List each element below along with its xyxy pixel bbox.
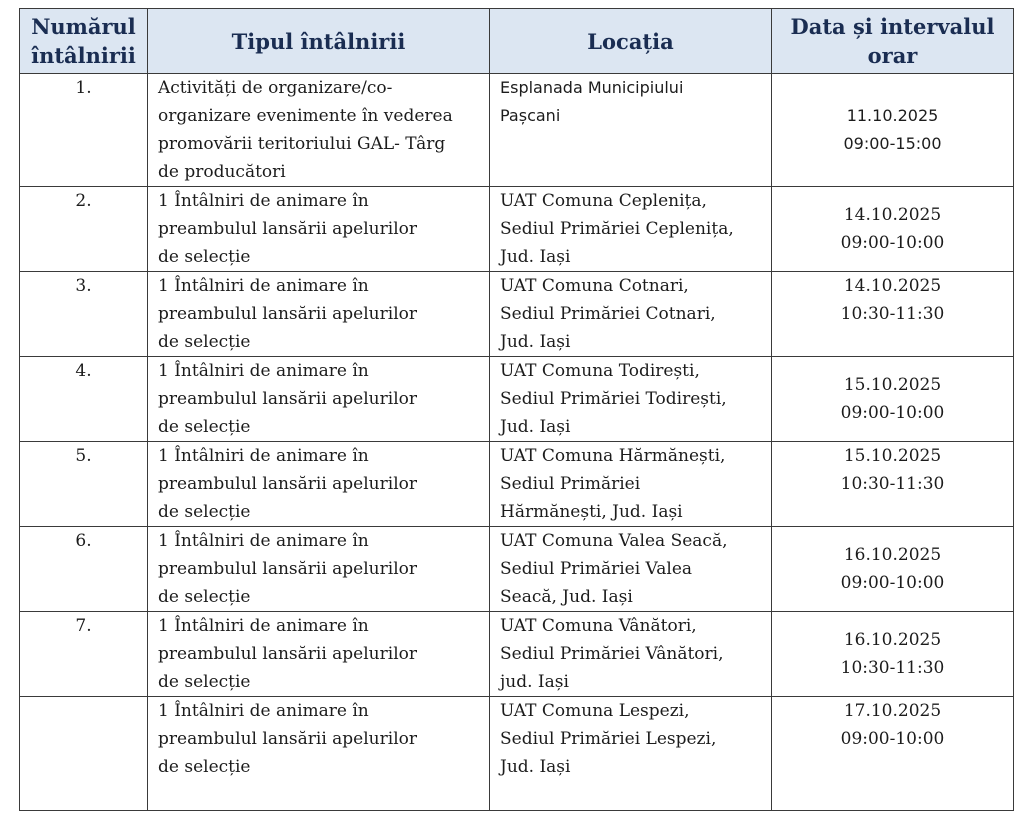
cell-text-line: Sediul Primăriei Ceplenița, [500, 219, 734, 239]
cell-text-line: Jud. Iași [500, 757, 571, 777]
cell-text-line: 1 Întâlniri de animare în [158, 701, 369, 721]
meeting-type-cell [148, 612, 490, 697]
header-meeting-type: Tipul întâlnirii [148, 9, 490, 74]
location-cell [490, 697, 772, 811]
meeting-type-cell [148, 272, 490, 357]
table-row [20, 272, 1014, 357]
cell-text-line: UAT Comuna Vânători, [500, 616, 697, 636]
cell-text-line: UAT Comuna Cotnari, [500, 276, 689, 296]
location-cell [490, 272, 772, 357]
cell-text-line: de selecție [158, 672, 251, 692]
cell-text-line: Sediul Primăriei Lespezi, [500, 729, 717, 749]
cell-text-line: 1 Întâlniri de animare în [158, 531, 369, 551]
table-row [20, 612, 1014, 697]
cell-text-line: preambulul lansării apelurilor [158, 219, 417, 239]
cell-text-line: 1 Întâlniri de animare în [158, 191, 369, 211]
meetings-schedule-table [19, 8, 1014, 811]
table-row [20, 357, 1014, 442]
cell-text-line: Sediul Primăriei Cotnari, [500, 304, 716, 324]
cell-text-line: de selecție [158, 332, 251, 352]
cell-text-line: Seacă, Jud. Iași [500, 587, 633, 607]
time-interval-text: 09:00-10:00 [840, 573, 945, 593]
meeting-type-cell [148, 697, 490, 811]
table-header-row [20, 9, 1014, 74]
meeting-type-cell [148, 527, 490, 612]
header-meeting-number [20, 9, 148, 74]
time-interval-text: 09:00-10:00 [840, 233, 945, 253]
meeting-type-cell [148, 74, 490, 187]
meeting-type-cell [148, 442, 490, 527]
cell-text-line: de producători [158, 162, 286, 182]
cell-text-line: Activități de organizare/co- [158, 78, 393, 98]
date-interval-cell [772, 74, 1014, 187]
time-interval-text: 10:30-11:30 [840, 658, 945, 678]
date-text: 17.10.2025 [843, 701, 942, 721]
location-cell [490, 187, 772, 272]
time-interval-text: 09:00-10:00 [840, 403, 945, 423]
date-interval-cell [772, 272, 1014, 357]
cell-text-line: Jud. Iași [500, 417, 571, 437]
cell-text-line: preambulul lansării apelurilor [158, 729, 417, 749]
cell-text-line: de selecție [158, 417, 251, 437]
cell-text-line: organizare evenimente în vederea [158, 106, 453, 126]
header-text-line: Numărul [31, 14, 136, 39]
location-cell [490, 357, 772, 442]
meeting-number-cell: 1. [20, 74, 148, 187]
cell-text-line: jud. Iași [500, 672, 569, 692]
cell-text-line: Sediul Primăriei Vânători, [500, 644, 724, 664]
meeting-number-cell: 6. [20, 527, 148, 612]
table-row [20, 527, 1014, 612]
cell-text-line: UAT Comuna Todirești, [500, 361, 700, 381]
cell-text-line: preambulul lansării apelurilor [158, 304, 417, 324]
header-location: Locația [490, 9, 772, 74]
date-text: 16.10.2025 [843, 545, 942, 565]
cell-text-line: 1 Întâlniri de animare în [158, 361, 369, 381]
time-interval-text: 10:30-11:30 [840, 304, 945, 324]
date-interval-cell [772, 612, 1014, 697]
location-cell [490, 527, 772, 612]
cell-text-line: Jud. Iași [500, 247, 571, 267]
table-row [20, 74, 1014, 187]
header-text-line: întâlnirii [31, 43, 136, 68]
location-cell [490, 612, 772, 697]
cell-text-line: Sediul Primăriei Valea [500, 559, 693, 579]
cell-text-line: UAT Comuna Valea Seacă, [500, 531, 728, 551]
meeting-number-cell: 5. [20, 442, 148, 527]
date-interval-cell [772, 442, 1014, 527]
date-text: 16.10.2025 [843, 630, 942, 650]
meeting-number-cell: 7. [20, 612, 148, 697]
cell-text-line: Esplanada Municipiului [500, 78, 684, 97]
cell-text-line: de selecție [158, 502, 251, 522]
meeting-number-cell [20, 697, 148, 811]
cell-text-line: preambulul lansării apelurilor [158, 389, 417, 409]
cell-text-line: UAT Comuna Ceplenița, [500, 191, 707, 211]
cell-text-line: Sediul Primăriei [500, 474, 641, 494]
time-interval-text: 09:00-10:00 [840, 729, 945, 749]
cell-text-line: Hărmănești, Jud. Iași [500, 502, 683, 522]
meeting-type-cell [148, 357, 490, 442]
cell-text-line: 1 Întâlniri de animare în [158, 616, 369, 636]
cell-text-line: preambulul lansării apelurilor [158, 644, 417, 664]
date-text: 14.10.2025 [843, 205, 942, 225]
cell-text-line: de selecție [158, 757, 251, 777]
header-date-interval [772, 9, 1014, 74]
cell-text-line: de selecție [158, 587, 251, 607]
cell-text-line: Pașcani [500, 106, 561, 125]
cell-text-line: Sediul Primăriei Todirești, [500, 389, 727, 409]
date-text: 15.10.2025 [843, 375, 942, 395]
date-interval-cell [772, 697, 1014, 811]
cell-text-line: preambulul lansării apelurilor [158, 474, 417, 494]
cell-text-line: preambulul lansării apelurilor [158, 559, 417, 579]
date-text: 11.10.2025 [846, 106, 939, 125]
date-interval-cell [772, 527, 1014, 612]
cell-text-line: 1 Întâlniri de animare în [158, 446, 369, 466]
location-cell [490, 442, 772, 527]
meeting-type-cell [148, 187, 490, 272]
cell-text-line: UAT Comuna Lespezi, [500, 701, 690, 721]
location-cell [490, 74, 772, 187]
meeting-number-cell: 3. [20, 272, 148, 357]
cell-text-line: de selecție [158, 247, 251, 267]
table-row [20, 697, 1014, 811]
time-interval-text: 10:30-11:30 [840, 474, 945, 494]
date-text: 14.10.2025 [843, 276, 942, 296]
meeting-number-cell: 2. [20, 187, 148, 272]
cell-text-line: promovării teritoriului GAL- Târg [158, 134, 446, 154]
cell-text-line: Jud. Iași [500, 332, 571, 352]
date-text: 15.10.2025 [843, 446, 942, 466]
time-interval-text: 09:00-15:00 [843, 134, 942, 153]
meeting-number-cell: 4. [20, 357, 148, 442]
cell-text-line: UAT Comuna Hărmănești, [500, 446, 726, 466]
date-interval-cell [772, 357, 1014, 442]
header-text-line: orar [867, 43, 918, 68]
cell-text-line: 1 Întâlniri de animare în [158, 276, 369, 296]
date-interval-cell [772, 187, 1014, 272]
header-text-line: Data și intervalul [790, 14, 995, 39]
table-row [20, 187, 1014, 272]
table-row [20, 442, 1014, 527]
